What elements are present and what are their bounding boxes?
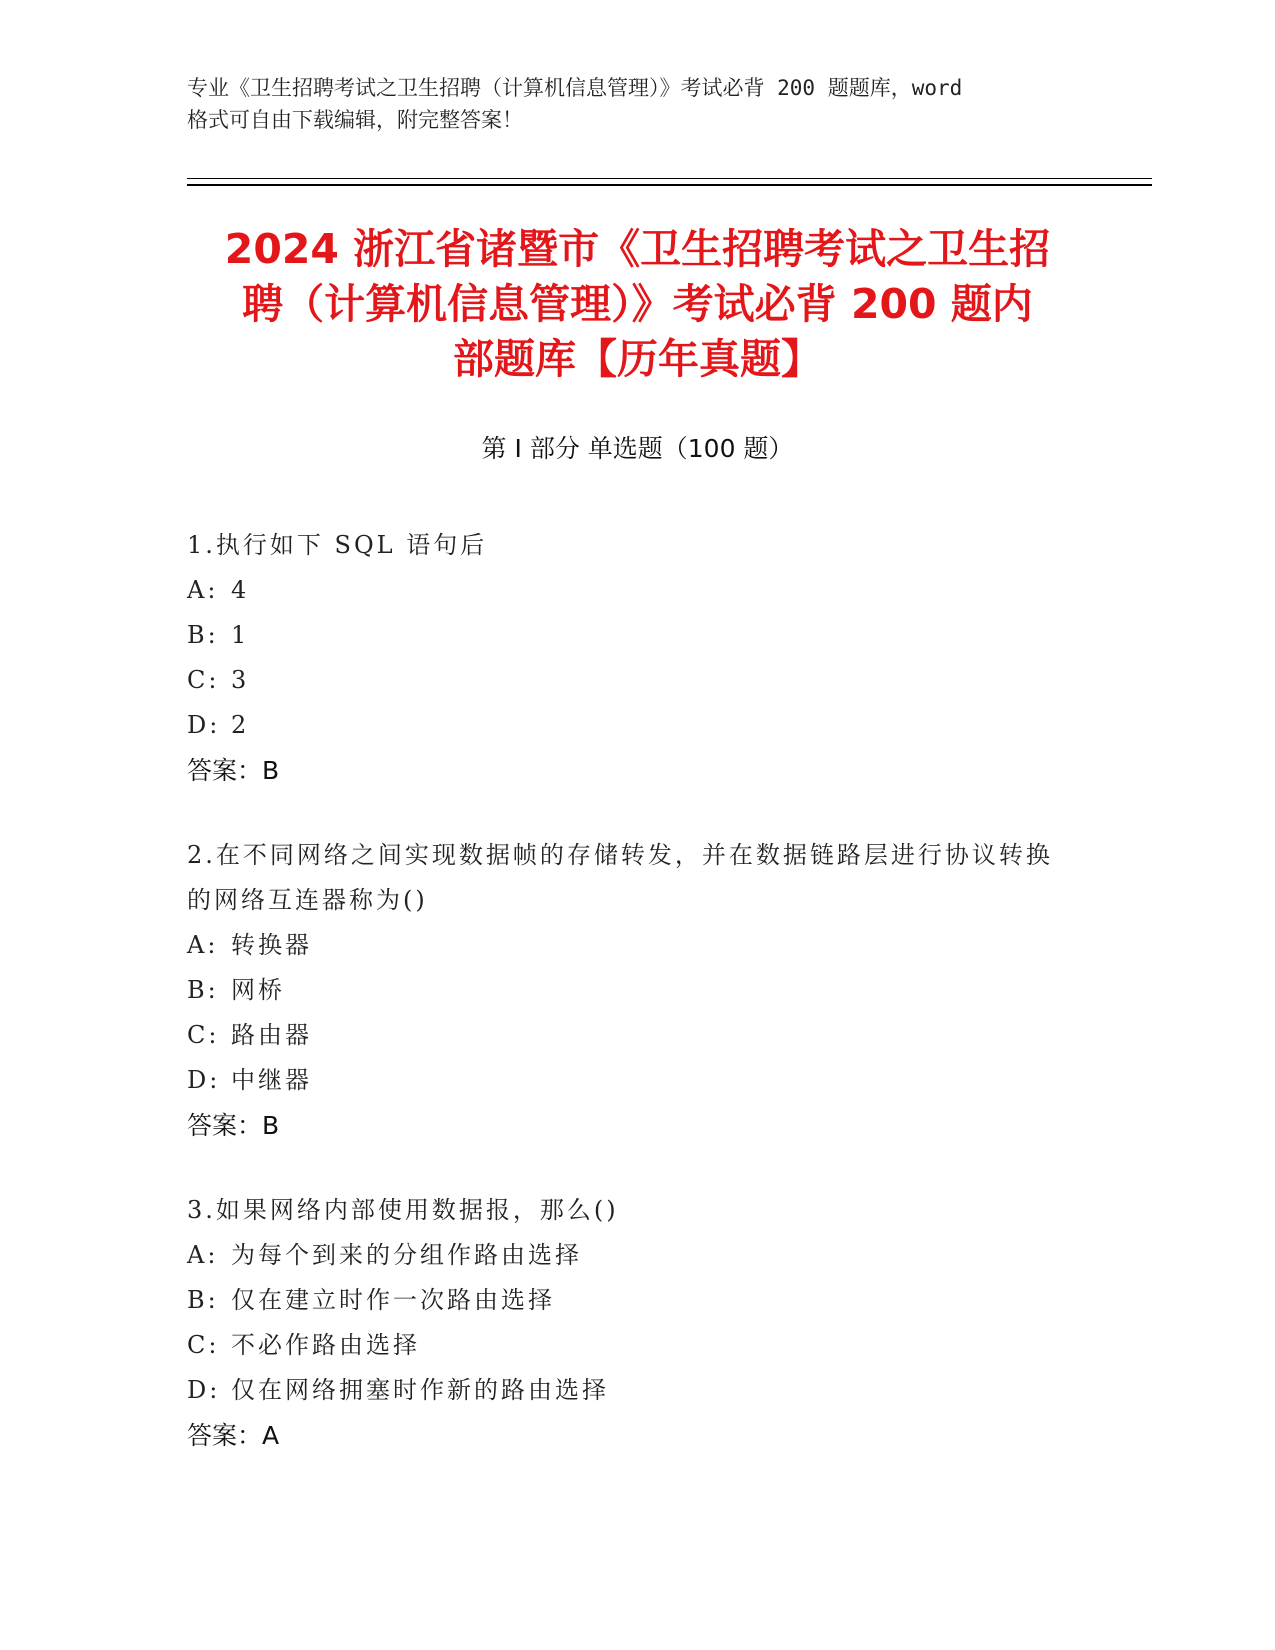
option-key: B: — [187, 976, 219, 1004]
option-text: 仅在建立时作一次路由选择 — [231, 1286, 555, 1314]
option-d — [187, 1368, 1067, 1413]
title-line-1: 2024 浙江省诸暨市《卫生招聘考试之卫生招 — [224, 225, 1051, 273]
question-2 — [187, 833, 1067, 1148]
option-b — [187, 968, 1067, 1013]
option-key: A: — [187, 931, 219, 959]
option-key: D: — [187, 1066, 221, 1094]
question-list — [187, 523, 1067, 1498]
title-line-3: 部题库【历年真题】 — [453, 335, 822, 383]
option-text: 仅在网络拥塞时作新的路由选择 — [231, 1376, 609, 1404]
option-d — [187, 1058, 1067, 1103]
question-1 — [187, 523, 1067, 793]
option-key: A: — [187, 1241, 219, 1269]
option-c — [187, 1323, 1067, 1368]
option-c — [187, 658, 1067, 703]
option-key: D: — [187, 711, 221, 739]
option-text: 4 — [231, 576, 250, 604]
document-title — [150, 222, 1125, 387]
title-line-2: 聘（计算机信息管理）》考试必背 200 题内 — [242, 280, 1033, 328]
option-text: 1 — [231, 621, 250, 649]
option-key: C: — [187, 666, 220, 694]
option-text: 路由器 — [231, 1021, 312, 1049]
option-a — [187, 568, 1067, 613]
option-text: 网桥 — [231, 976, 285, 1004]
option-key: C: — [187, 1331, 220, 1359]
option-text: 2 — [231, 711, 250, 739]
option-d — [187, 703, 1067, 748]
option-a — [187, 923, 1067, 968]
option-b — [187, 613, 1067, 658]
option-key: B: — [187, 1286, 219, 1314]
option-key: A: — [187, 576, 219, 604]
question-text: 1.执行如下 SQL 语句后 — [187, 531, 488, 559]
option-key: B: — [187, 621, 219, 649]
option-key: C: — [187, 1021, 220, 1049]
question-text: 3.如果网络内部使用数据报，那么() — [187, 1196, 619, 1224]
option-key: D: — [187, 1376, 221, 1404]
option-a — [187, 1233, 1067, 1278]
option-text: 不必作路由选择 — [231, 1331, 420, 1359]
question-text: 2.在不同网络之间实现数据帧的存储转发，并在数据链路层进行协议转换的网络互连器称为() — [187, 841, 1053, 914]
header-divider-bottom — [187, 184, 1152, 186]
question-3 — [187, 1188, 1067, 1458]
header-note-line-2: 格式可自由下载编辑，附完整答案！ — [187, 108, 523, 132]
answer-line: 答案：B — [187, 1111, 280, 1140]
option-text: 为每个到来的分组作路由选择 — [231, 1241, 582, 1269]
header-divider-top — [187, 178, 1152, 179]
header-note — [187, 72, 1087, 136]
header-note-line-1: 专业《卫生招聘考试之卫生招聘（计算机信息管理）》考试必背 200 题题库，word — [187, 76, 963, 100]
option-text: 转换器 — [231, 931, 312, 959]
answer-line: 答案：A — [187, 1421, 280, 1450]
option-text: 中继器 — [231, 1066, 312, 1094]
option-c — [187, 1013, 1067, 1058]
option-text: 3 — [231, 666, 250, 694]
option-b — [187, 1278, 1067, 1323]
section-heading: 第 I 部分 单选题（100 题） — [481, 434, 794, 463]
answer-line: 答案：B — [187, 756, 280, 785]
